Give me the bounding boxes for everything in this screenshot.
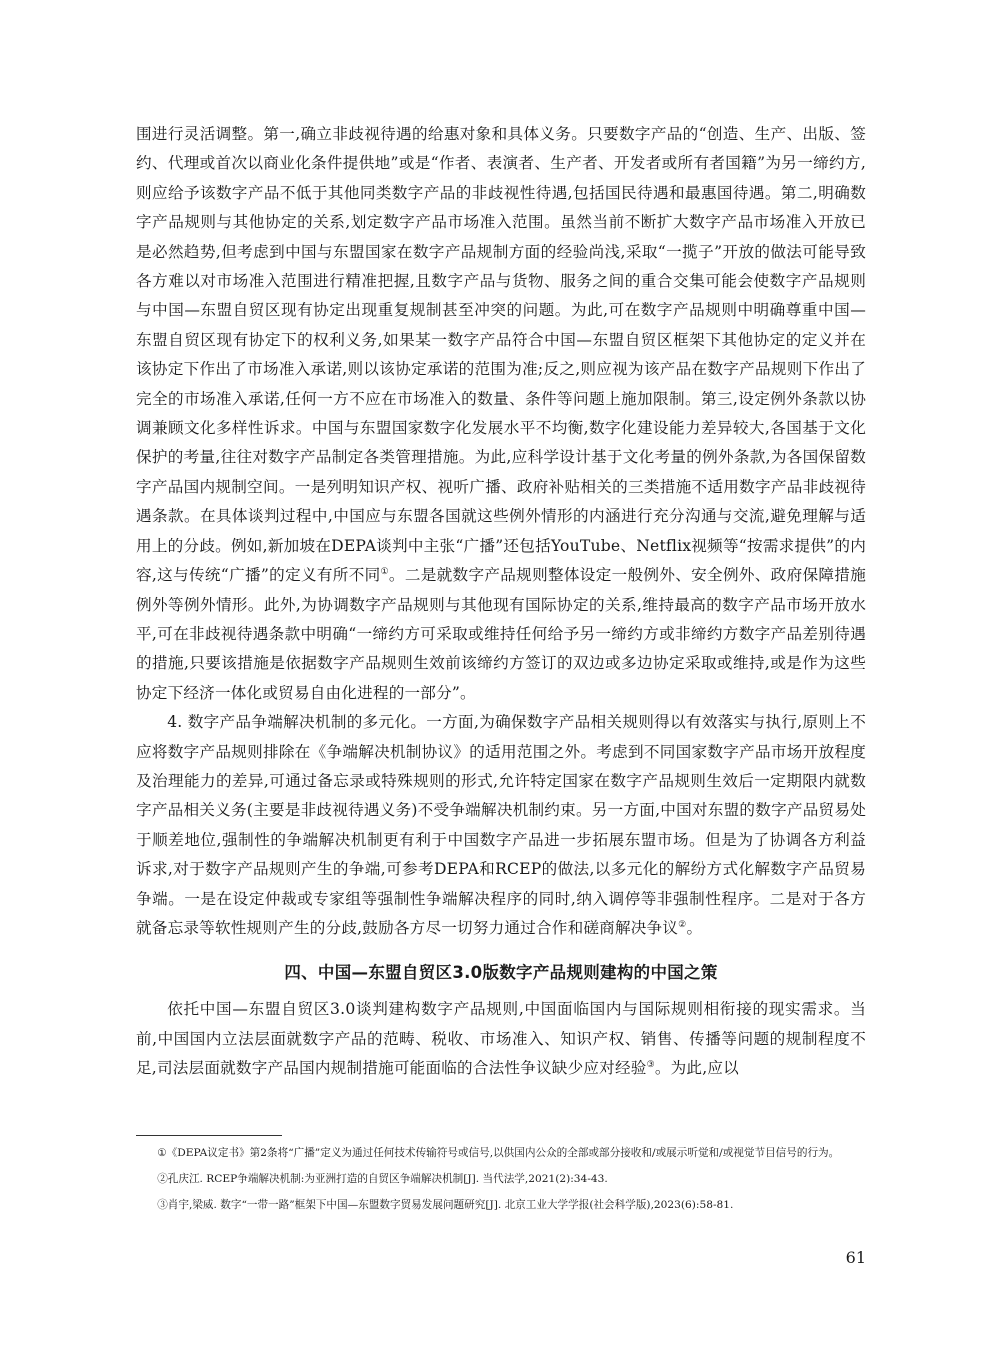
footnote-ref-2[interactable]: ② xyxy=(678,919,687,930)
footnote-1: ①《DEPA议定书》第2条将“广播”定义为通过任何技术传输符号或信号,以供国内公众的全部或部分接收和/或展示听觉和/或视觉节目信号的行为。 xyxy=(157,1147,840,1159)
paragraph-text: 。 xyxy=(686,918,703,937)
footnote-ref-3[interactable]: ③ xyxy=(646,1060,655,1070)
paragraph-text: 围进行灵活调整。第一,确立非歧视待遇的给惠对象和具体义务。只要数字产品的“创造、生产、出版、签约、代理或首次以商业化条件提供地”或是“作者、表演者、生产者、开发者或所有者国籍”为另一缔约方,则应给予该数字产品不低于其他同类数字产品的非歧视性待遇,包括国民待遇和最惠国待遇。第二,明确数字产品规则与其他协定的关系,划定数字产品市场准入范围。虽然当前不断扩大数字产品市场准入开放已是必然趋势,但考虑到中国与东盟国家在数字产品规制方面的经验尚浅,采取“一揽子”开放的做法可能导致各方难以对市场准入范围进行精准把握,且数字产品与货物、服务之间的重合交集可能会使数字产品规则与中国—东盟自贸区现有协定出现重复规制甚至冲突的问题。为此,可在数字产品规则中明确尊重中国—东盟自贸区现有协定下的权利义务,如果某一数字产品符合中国—东盟自贸区框架下其他协定的定义并在该协定下作出了市场准入承诺,则以该协定承诺的范围为准;反之,则应视为该产品在数字产品规则下作出了完全的市场准入承诺,任何一方不应在市场准入的数量、条件等问题上施加限制。第三,设定例外条款以协调兼顾文化多样性诉求。中国与东盟国家数字化发展水平不均衡,数字化建设能力差异较大,各国基于文化保护的考量,往往对数字产品制定各类管理措施。为此,应科学设计基于文化考量的例外条款,为各国保留数字产品国内规制空间。一是列明知识产权、视听广播、政府补贴相关的三类措施不适用数字产品非歧视待遇条款。在具体谈判过程中,中国应与东盟各国就这些例外情形的内涵进行充分沟通与交流,避免理解与适用上的分歧。例如,新加坡在DEPA谈判中主张“广播”还包括YouTube、Netflix视频等“按需求提供”的内容,这与传统“广播”的定义有所不同 xyxy=(136,125,866,585)
footnotes xyxy=(136,1143,866,1221)
main-body-text xyxy=(136,120,866,1084)
paragraph-text: 。为此,应以 xyxy=(654,1059,739,1078)
body-paragraph xyxy=(136,708,866,943)
paragraph-text: 4. 数字产品争端解决机制的多元化。一方面,为确保数字产品相关规则得以有效落实与执行,原则上不应将数字产品规则排除在《争端解决机制协议》的适用范围之外。考虑到不同国家数字产品市场开放程度及治理能力的差异,可通过备忘录或特殊规则的形式,允许特定国家在数字产品规则生效后一定期限内就数字产品相关义务(主要是非歧视待遇义务)不受争端解决机制约束。另一方面,中国对东盟的数字产品贸易处于顺差地位,强制性的争端解决机制更有利于中国数字产品进一步拓展东盟市场。但是为了协调各方利益诉求,对于数字产品规则产生的争端,可参考DEPA和RCEP的做法,以多元化的解纷方式化解数字产品贸易争端。一是在设定仲裁或专家组等强制性争端解决程序的同时,纳入调停等非强制性程序。二是对于各方就备忘录等软性规则产生的分歧,鼓励各方尽一切努力通过合作和磋商解决争议 xyxy=(136,713,866,937)
section-heading: 四、中国—东盟自贸区3.0版数字产品规则建构的中国之策 xyxy=(284,963,718,983)
footnote-ref-1[interactable]: ① xyxy=(380,566,389,577)
footnote-3: ③肖宇,梁威. 数字“一带一路”框架下中国—东盟数字贸易发展问题研究[J]. 北京工业大学学报(社会科学版),2023(6):58-81. xyxy=(157,1199,734,1211)
body-paragraph xyxy=(136,120,866,708)
body-paragraph xyxy=(136,995,866,1083)
page-number: 61 xyxy=(845,1248,866,1267)
footnote-2: ②孔庆江. RCEP争端解决机制:为亚洲打造的自贸区争端解决机制[J]. 当代法学,2021(2):34-43. xyxy=(157,1173,608,1185)
paragraph-text: 。二是就数字产品规则整体设定一般例外、安全例外、政府保障措施例外等例外情形。此外,为协调数字产品规则与其他现有国际协定的关系,维持最高的数字产品市场开放水平,可在非歧视待遇条款中明确“一缔约方可采取或维持任何给予另一缔约方或非缔约方数字产品差别待遇的措施,只要该措施是依据数字产品规则生效前该缔约方签订的双边或多边协定采取或维持,或是作为这些协定下经济一体化或贸易自由化进程的一部分”。 xyxy=(136,566,866,702)
footnote-divider xyxy=(136,1135,282,1136)
paragraph-text: 依托中国—东盟自贸区3.0谈判建构数字产品规则,中国面临国内与国际规则相衔接的现实需求。当前,中国国内立法层面就数字产品的范畴、税收、市场准入、知识产权、销售、传播等问题的规制程度不足,司法层面就数字产品国内规制措施可能面临的合法性争议缺少应对经验 xyxy=(136,1000,866,1078)
